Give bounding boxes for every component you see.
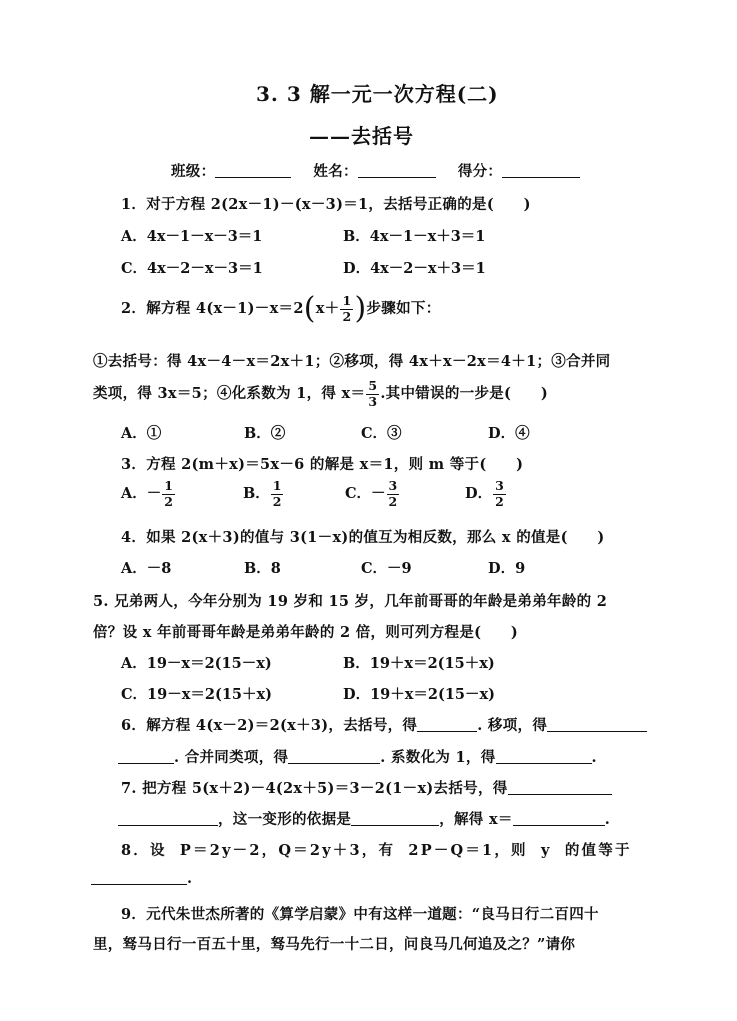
q2-option-c: C．③ [361, 425, 402, 442]
q4-option-d: D．9 [488, 560, 526, 577]
q7-blank-4[interactable] [513, 811, 605, 826]
q2-stem-pre: 2．解方程 4(x－1)－x＝2 [121, 300, 304, 317]
q2-paren-open: ( [303, 291, 316, 326]
q2-line3-pre: 类项，得 3x＝5；④化系数为 1，得 x＝ [93, 385, 366, 402]
q6-text-1: 6．解方程 4(x－2)＝2(x＋3)，去括号，得 [121, 717, 418, 734]
q5-stem-line2: 倍？设 x 年前哥哥年龄是弟弟年龄的 2 倍，则可列方程是( ) [93, 624, 519, 641]
q3-option-b [243, 480, 284, 508]
q2-line3-fraction [366, 380, 379, 408]
q2-steps-line1: ①去括号：得 4x－4－x＝2x＋1；②移项，得 4x＋x－2x＝4＋1；③合并同 [93, 353, 611, 370]
class-label: 班级： [171, 163, 216, 180]
q1-stem: 1．对于方程 2(2x－1)－(x－3)＝1，去括号正确的是( ) [121, 196, 531, 213]
page-subtitle: ——去括号 [309, 124, 414, 148]
q7-blank-1[interactable] [508, 780, 612, 795]
q2-option-a: A．① [121, 425, 162, 442]
q4-stem: 4．如果 2(x＋3)的值与 3(1－x)的值互为相反数，那么 x 的值是( ) [121, 529, 605, 546]
q6-blank-2[interactable] [547, 717, 647, 732]
q1-option-d: D．4x－2－x＋3＝1 [343, 260, 486, 277]
q2-option-d: D．④ [488, 425, 530, 442]
q8-period: . [187, 870, 193, 887]
name-label: 姓名： [313, 163, 358, 180]
q7-text-2: ，这一变形的依据是 [218, 811, 352, 828]
q5-stem-line1: 5. 兄弟两人，今年分别为 19 岁和 15 岁，几年前哥哥的年龄是弟弟年龄的 2 [93, 593, 608, 610]
q6-blank-4[interactable] [288, 749, 380, 764]
q4-option-b: B．8 [244, 560, 281, 577]
q2-option-b: B．② [244, 425, 286, 442]
q3-c-fraction [387, 480, 400, 508]
q5-option-a: A．19－x＝2(15－x) [121, 655, 272, 672]
q6-text-4: . 系数化为 1，得 [380, 749, 496, 766]
score-label: 得分： [457, 163, 503, 180]
q3-d-label: D． [465, 485, 493, 502]
q7-line2 [118, 808, 610, 829]
q7-text-4: . [604, 811, 611, 828]
student-info-row [171, 160, 580, 181]
q2-fraction [340, 295, 353, 323]
q9-line1: 9．元代朱世杰所著的《算学启蒙》中有这样一道题：“良马日行二百四十 [121, 906, 599, 923]
q3-d-fraction [493, 480, 506, 508]
name-field[interactable] [358, 163, 436, 178]
q3-option-a [121, 480, 176, 508]
q7-line1 [121, 777, 612, 798]
q5-option-d: D．19＋x＝2(15－x) [343, 686, 496, 703]
q2-frac-den: 2 [342, 308, 352, 324]
q8-blank[interactable] [91, 870, 187, 885]
q3-c-sign: － [371, 485, 386, 502]
q5-option-c: C．19－x＝2(15＋x) [121, 686, 272, 703]
q3-a-num: 1 [164, 478, 173, 493]
q2-line3-post: .其中错误的一步是( ) [380, 385, 548, 402]
q6-text-2: . 移项，得 [477, 717, 548, 734]
q6-blank-1[interactable] [417, 717, 477, 732]
q3-stem: 3．方程 2(m＋x)＝5x－6 的解是 x＝1，则 m 等于( ) [121, 456, 524, 473]
q3-b-den: 2 [272, 493, 282, 509]
q9-line2: 里，驽马日行一百五十里，驽马先行一十二日，问良马几何追及之？”请你 [93, 936, 576, 953]
q2-stem [121, 291, 441, 326]
q2-frac-num: 1 [342, 293, 352, 308]
q6-line1 [121, 714, 647, 735]
q6-text-5: . [591, 749, 597, 766]
class-field[interactable] [215, 163, 291, 178]
page-title: 3. 3 解一元一次方程(二) [256, 82, 499, 106]
q2-line3-frac-num: 5 [368, 378, 378, 393]
q3-c-label: C． [345, 485, 372, 502]
q3-a-sign: － [146, 485, 162, 502]
score-field[interactable] [502, 163, 580, 178]
q1-option-c: C．4x－2－x－3＝1 [121, 260, 263, 277]
q6-text-3: . 合并同类项，得 [174, 749, 289, 766]
q7-blank-2[interactable] [118, 811, 218, 826]
q3-b-num: 1 [272, 478, 282, 493]
q3-option-d [465, 480, 507, 508]
q1-option-b: B．4x－1－x＋3＝1 [343, 228, 486, 245]
q3-a-label: A． [121, 485, 147, 502]
q3-c-den: 2 [388, 493, 398, 509]
q3-option-c [345, 480, 400, 508]
q3-d-den: 2 [495, 493, 504, 509]
q2-steps-line2 [93, 380, 548, 408]
q7-text-3: ，解得 x＝ [439, 811, 513, 828]
q7-blank-3[interactable] [351, 811, 439, 826]
q6-blank-3[interactable] [118, 749, 174, 764]
q6-line2 [118, 746, 597, 767]
q4-option-a: A．－8 [121, 560, 172, 577]
q5-option-b: B．19＋x＝2(15＋x) [343, 655, 495, 672]
q2-line3-frac-den: 3 [368, 393, 378, 409]
q2-paren-close: ) [354, 291, 367, 326]
q3-b-fraction [271, 480, 284, 508]
q1-option-a: A．4x－1－x－3＝1 [121, 228, 263, 245]
q7-text-1: 7. 把方程 5(x＋2)－4(2x＋5)＝3－2(1－x)去括号，得 [121, 780, 508, 797]
q6-blank-5[interactable] [496, 749, 592, 764]
q2-frac-pre: x＋ [315, 300, 340, 317]
q4-option-c: C．－9 [361, 560, 412, 577]
q3-c-num: 3 [388, 478, 398, 493]
q3-d-num: 3 [495, 478, 504, 493]
q3-a-fraction [162, 480, 175, 508]
q3-a-den: 2 [164, 493, 173, 509]
q3-b-label: B． [243, 485, 270, 502]
q2-stem-post: 步骤如下： [366, 300, 441, 317]
q8-line2 [91, 870, 192, 887]
q8-line1: 8．设 P＝2y－2，Q＝2y＋3，有 2P－Q＝1，则 y 的值等于 [121, 842, 632, 859]
